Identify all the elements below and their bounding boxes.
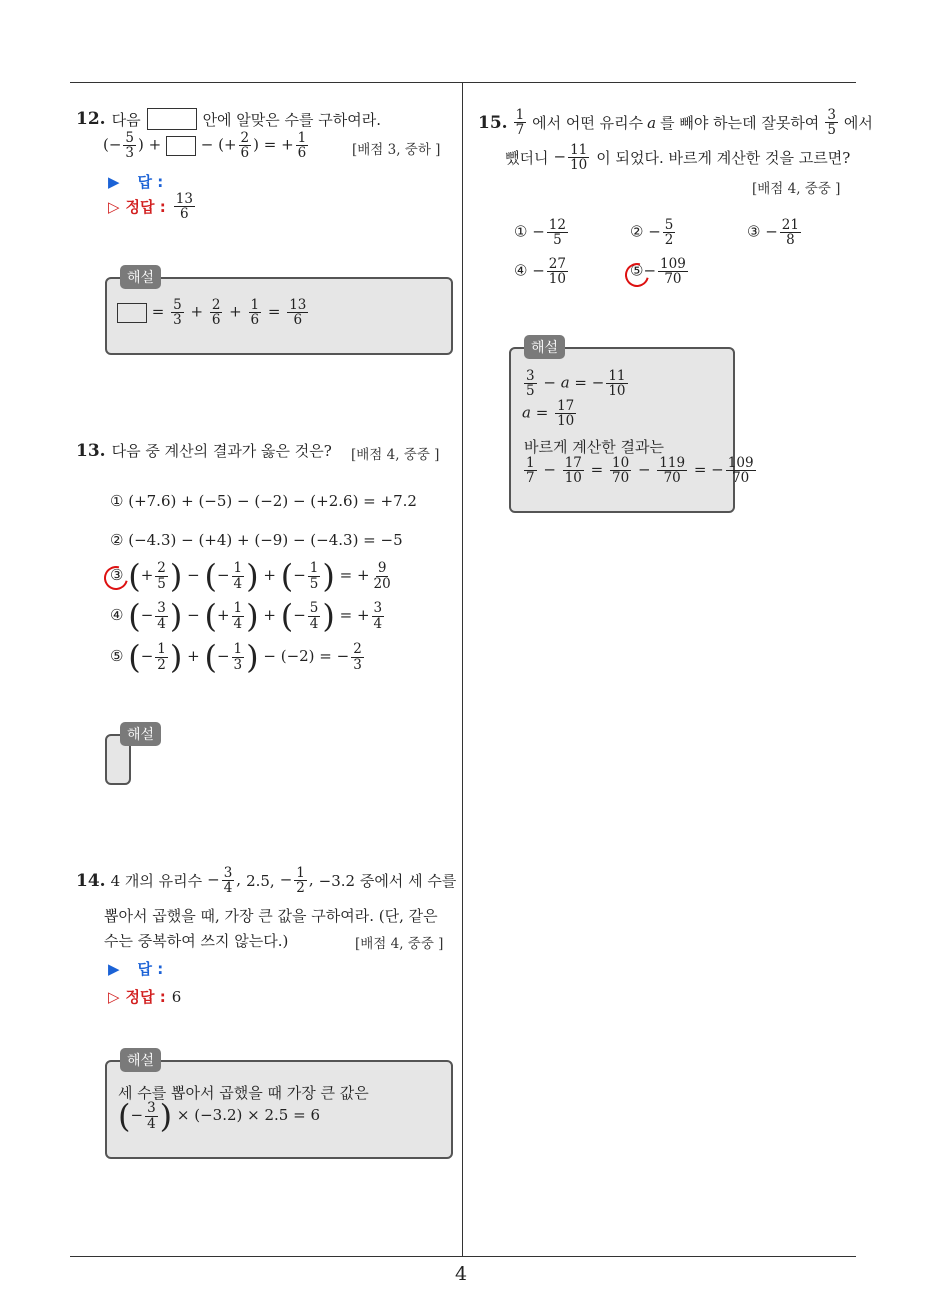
answer-label: 답 : <box>137 173 164 191</box>
explanation-equation: $\frac{1}{7}$ − $\frac{17}{10}$ = $\frac{10}{70}$ − $\frac{119}{70}$ = − $\frac{109}{70}$ <box>526 455 754 487</box>
top-rule <box>70 82 856 83</box>
explanation-equation: $\frac{3}{5}$ − a = − $\frac{11}{10}$ <box>526 368 626 400</box>
option-4[interactable]: ④ (− $\frac{3}{4}$ ) − (+ $\frac{1}{4}$ ) + (− $\frac{5}{4}$ ) = + $\frac{3}{4}$ <box>110 597 383 635</box>
answer-row <box>108 958 163 979</box>
correct-answer-label: 정답 : <box>125 198 166 217</box>
option-2[interactable]: ② − $\frac{5}{2}$ <box>630 217 674 249</box>
answer-blank-box <box>147 108 197 130</box>
explanation-equation: (− $\frac{3}{4}$ ) × (−3.2) × 2.5 = 6 <box>118 1097 320 1135</box>
explanation-equation: = $\frac{5}{3}$ + $\frac{2}{6}$ + $\frac{1}{6}$ = $\frac{13}{6}$ <box>117 298 310 327</box>
correct-answer-value: 13 6 <box>175 191 193 223</box>
option-3[interactable]: ③ (+ $\frac{2}{5}$ ) − (− $\frac{1}{4}$ ) + (− $\frac{1}{5}$ ) = + $\frac{9}{20}$ <box>110 557 391 595</box>
points-badge: [배점 4, 중중 ] <box>351 447 440 463</box>
play-triangle-icon: ▶ <box>108 172 120 191</box>
correct-answer-row <box>108 986 181 1007</box>
explanation-tag: 해설 <box>120 265 161 289</box>
option-2[interactable]: ② (−4.3) − (+4) + (−9) − (−4.3) = −5 <box>110 531 403 549</box>
option-4[interactable]: ④ − $\frac{27}{10}$ <box>514 256 566 288</box>
question-12 <box>76 108 456 130</box>
bottom-rule <box>70 1256 856 1257</box>
correct-answer-row <box>108 192 197 221</box>
q12-equation: (− $\frac{5}{3}$ ) + − (+ $\frac{2}{6}$ ) = + $\frac{1}{6}$ <box>103 130 307 162</box>
question-text: 4 개의 유리수 <box>110 872 203 891</box>
points-badge: [배점 4, 중중 ] <box>752 181 841 197</box>
option-5[interactable]: ⑤− $\frac{109}{70}$ <box>630 256 686 288</box>
question-text: 안에 알맞은 수를 구하여라. <box>202 110 382 129</box>
question-text: 뺐더니 − $\frac{11}{10}$ 이 되었다. 바르게 계산한 것을 고르면? <box>505 142 851 174</box>
option-3[interactable]: ③ − $\frac{21}{8}$ <box>747 217 799 249</box>
question-text: 다음 중 계산의 결과가 옳은 것은? <box>111 442 332 460</box>
option-1[interactable]: ① − $\frac{12}{5}$ <box>514 217 566 249</box>
question-text: 수는 중복하여 쓰지 않는다.) <box>104 932 289 950</box>
question-text: 뽑아서 곱했을 때, 가장 큰 값을 구하여라. (단, 같은 <box>104 907 438 925</box>
question-14: 14. 4 개의 유리수 − $\frac{3}{4}$ , 2.5, − $\frac{1}{2}$ , −3.2 중에서 세 수를 <box>76 865 457 897</box>
option-5[interactable]: ⑤ (− $\frac{1}{2}$ ) + (− $\frac{1}{3}$ ) − (−2) = − $\frac{2}{3}$ <box>110 638 362 676</box>
question-15: 15. 1 7 에서 어떤 유리수 a 를 빼야 하는데 잘못하여 3 5 에서 <box>478 107 873 139</box>
explanation-tag: 해설 <box>120 1048 161 1072</box>
answer-blank-box <box>166 136 196 156</box>
answer-label: 답 : <box>137 960 164 978</box>
explanation-equation: a = $\frac{17}{10}$ <box>522 398 575 430</box>
question-number: 15. <box>478 112 508 133</box>
explanation-text: 바르게 계산한 결과는 <box>524 438 664 456</box>
points-badge: [배점 3, 중하 ] <box>352 142 441 158</box>
question-text: 다음 <box>111 110 141 129</box>
page-number: 4 <box>455 1263 468 1285</box>
outline-triangle-icon: ▷ <box>108 987 120 1006</box>
outline-triangle-icon: ▷ <box>108 197 120 216</box>
question-number: 14. <box>76 870 106 891</box>
question-13 <box>76 440 332 461</box>
answer-blank-box <box>117 303 147 323</box>
column-divider <box>462 82 463 1257</box>
correct-answer-label: 정답 : <box>125 988 166 1006</box>
answer-row <box>108 171 163 192</box>
explanation-tag: 해설 <box>524 335 565 359</box>
question-number: 12. <box>76 109 106 129</box>
explanation-tag: 해설 <box>120 722 161 746</box>
question-number: 13. <box>76 440 106 461</box>
points-badge: [배점 4, 중중 ] <box>355 936 444 952</box>
correct-answer-value: 6 <box>171 987 182 1006</box>
play-triangle-icon: ▶ <box>108 959 120 978</box>
explanation-text: 세 수를 뽑아서 곱했을 때 가장 큰 값은 <box>118 1084 369 1102</box>
option-1[interactable]: ① (+7.6) + (−5) − (−2) − (+2.6) = +7.2 <box>110 492 417 510</box>
